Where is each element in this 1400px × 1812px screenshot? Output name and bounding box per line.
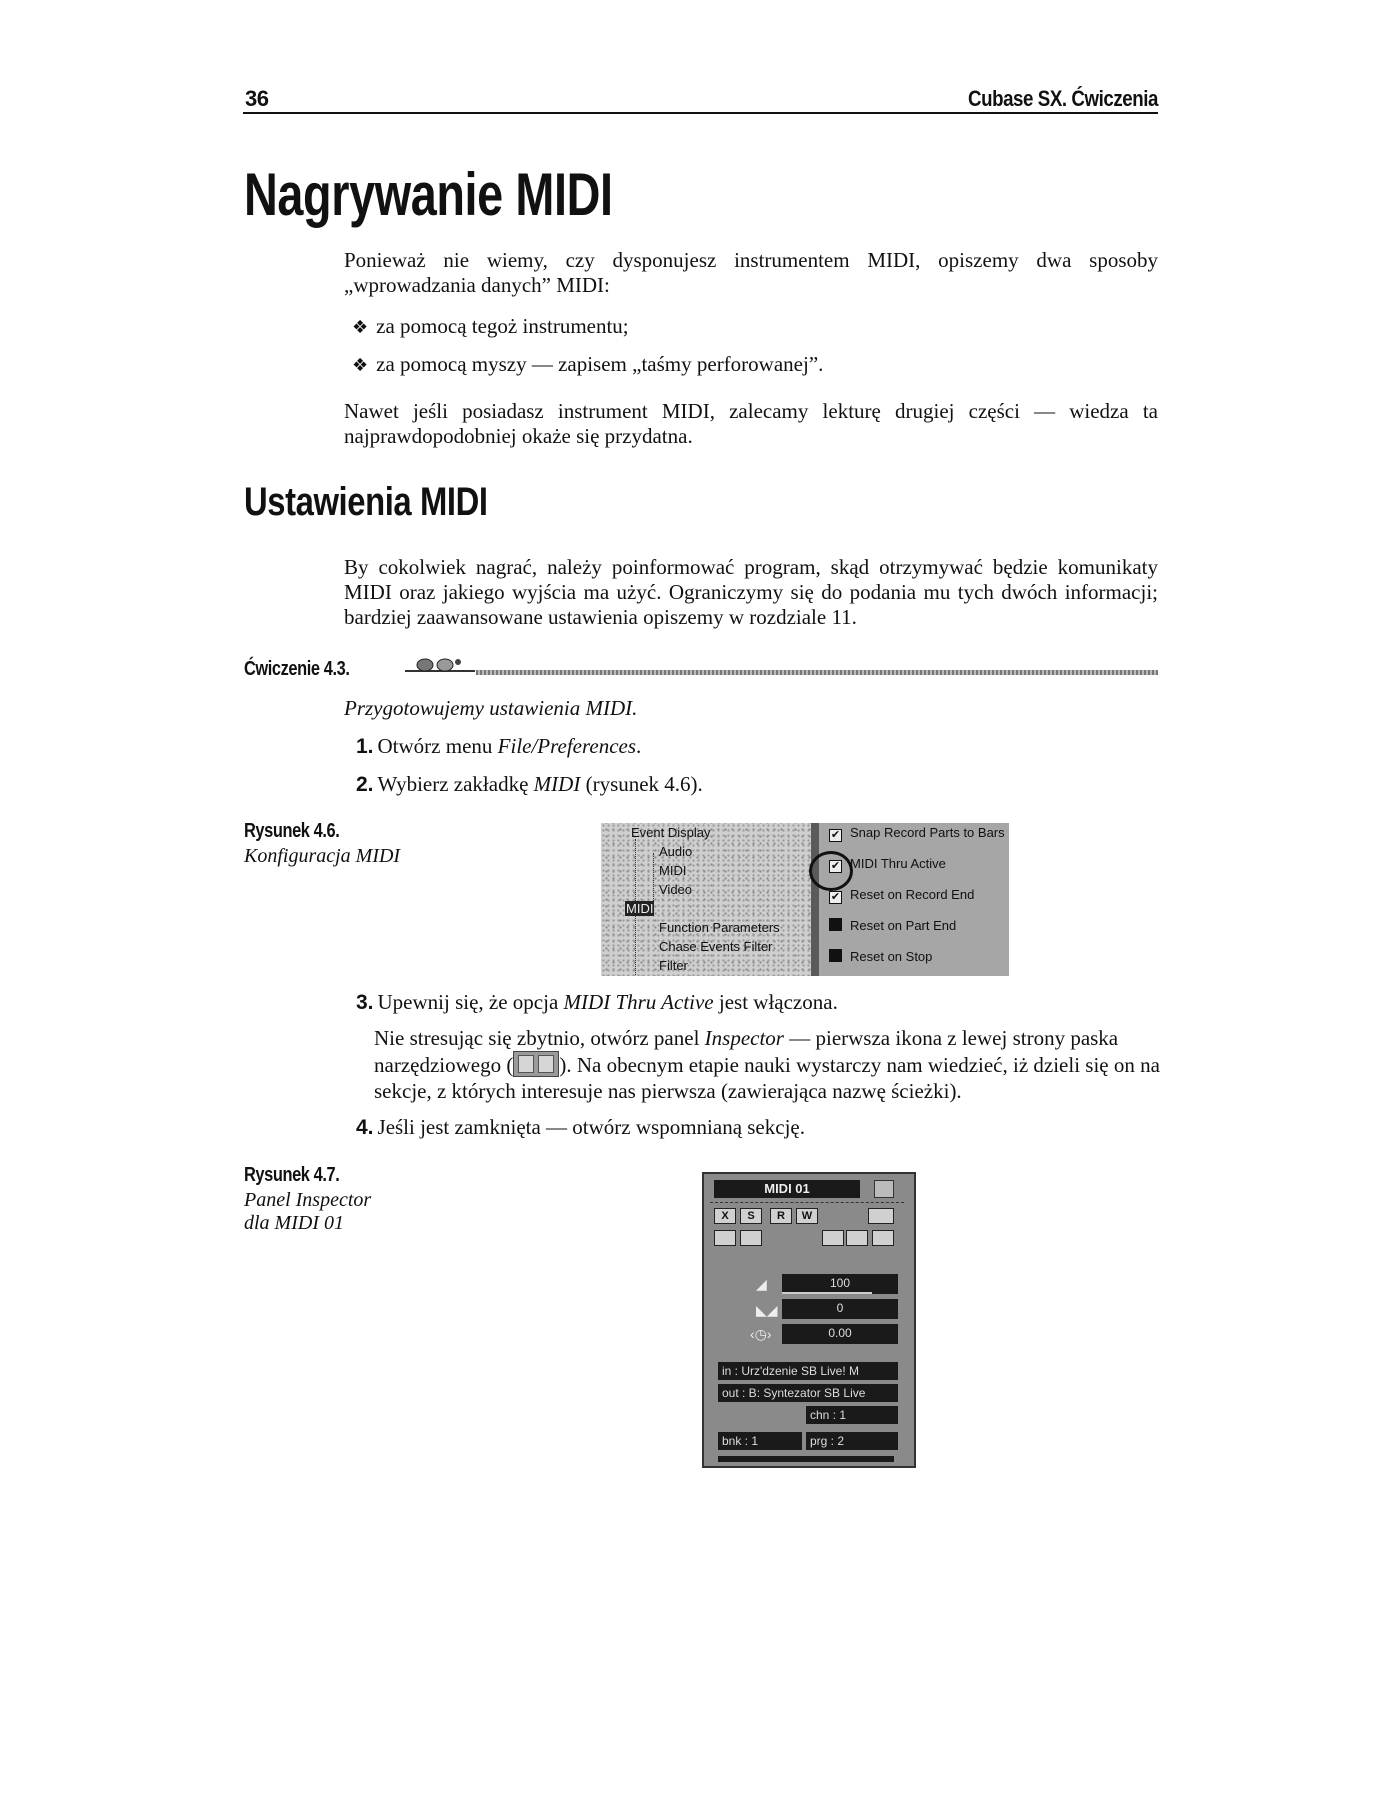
figure-46-label: Rysunek 4.6.: [244, 820, 340, 842]
timebase-button[interactable]: [822, 1230, 844, 1246]
section-title-settings: Ustawienia MIDI: [244, 480, 488, 524]
exercise-label: Ćwiczenie 4.3.: [244, 658, 350, 680]
lock-button[interactable]: [846, 1230, 868, 1246]
tree-item[interactable]: Video: [659, 882, 693, 897]
header-rule: [243, 112, 1158, 114]
tree-item[interactable]: MIDI: [659, 863, 687, 878]
checkbox[interactable]: ✔: [830, 829, 841, 841]
option-reset-part-end[interactable]: Reset on Part End: [829, 918, 956, 933]
track-name[interactable]: MIDI 01: [714, 1180, 860, 1198]
step-1: 1. Otwórz menu File/Preferences.: [356, 734, 642, 758]
monitor-button[interactable]: [740, 1230, 762, 1246]
midi-input-select[interactable]: in : Urz'dzenie SB Live! M: [718, 1362, 898, 1380]
volume-field[interactable]: 100: [782, 1274, 898, 1294]
highlight-circle: [809, 851, 853, 891]
exercise-rule: [476, 670, 1158, 675]
read-button[interactable]: R: [770, 1208, 792, 1224]
checkbox[interactable]: [829, 949, 842, 962]
midi-options-panel: [819, 823, 1009, 976]
figure-47-caption-line2: dla MIDI 01: [244, 1212, 344, 1234]
checkbox[interactable]: ✔: [830, 860, 841, 872]
preferences-tree: [601, 823, 811, 976]
checkbox[interactable]: ✔: [830, 891, 841, 903]
settings-paragraph: By cokolwiek nagrać, należy poinformować program, skąd otrzymywać będzie komunikaty MIDI oraz jakiego wyjścia ma użyć. Ograniczymy się do podania mu tych dwóch informacji; bardziej zaawansowane ustawienia opiszemy w rozdziale 11.: [344, 555, 1158, 629]
inspector-note: Nie stresując się zbytnio, otwórz panel Inspector — pierwsza ikona z lewej strony paska narzędziowego ( ). Na obecnym etapie nauki wystarczy nam wiedzieć, iż dzieli się on na sekcje, z których interesuje nas pierwsza (zawierająca nazwę ścieżki).: [374, 1026, 1160, 1103]
bank-select[interactable]: bnk : 1: [718, 1432, 802, 1450]
four-diamond-bullet-icon: ❖: [352, 317, 369, 338]
pan-field[interactable]: 0: [782, 1299, 898, 1319]
mute-button[interactable]: X: [714, 1208, 736, 1224]
solo-button[interactable]: S: [740, 1208, 762, 1224]
drum-map-button[interactable]: [872, 1230, 894, 1246]
volume-icon: ◢: [756, 1276, 767, 1292]
tree-item[interactable]: Function Parameters: [659, 920, 780, 935]
midi-output-select[interactable]: out : B: Syntezator SB Live: [718, 1384, 898, 1402]
four-diamond-bullet-icon: ❖: [352, 355, 369, 376]
book-title: Cubase SX. Ćwiczenia: [968, 86, 1159, 111]
tree-item-selected[interactable]: MIDI: [626, 901, 654, 916]
list-item: ❖ za pomocą myszy — zapisem „taśmy perforowanej”.: [352, 352, 824, 376]
midi-preferences-figure: [601, 823, 1009, 976]
edit-button[interactable]: [868, 1208, 894, 1224]
tree-item[interactable]: Chase Events Filter: [659, 939, 773, 954]
volume-slider[interactable]: [782, 1292, 872, 1294]
panel-divider: [811, 823, 819, 976]
figure-47-label: Rysunek 4.7.: [244, 1164, 340, 1186]
figure-47-caption-line1: Panel Inspector: [244, 1189, 372, 1211]
tree-item[interactable]: Audio: [659, 844, 693, 859]
figure-46-caption: Konfiguracja MIDI: [244, 845, 401, 867]
delay-field[interactable]: 0.00: [782, 1324, 898, 1344]
closing-paragraph: Nawet jeśli posiadasz instrument MIDI, zalecamy lekturę drugiej części — wiedza ta najprawdopodobniej okaże się przydatna.: [344, 399, 1158, 448]
tree-item[interactable]: Filter: [659, 958, 688, 973]
program-select[interactable]: prg : 2: [806, 1432, 898, 1450]
option-midi-thru[interactable]: ✔ MIDI Thru Active: [830, 856, 946, 872]
option-snap-record[interactable]: ✔ Snap Record Parts to Bars: [830, 825, 1005, 841]
write-button[interactable]: W: [796, 1208, 818, 1224]
collapse-icon[interactable]: [874, 1180, 894, 1198]
section-title-recording: Nagrywanie MIDI: [244, 161, 613, 228]
inspector-panel-figure: [702, 1172, 916, 1468]
option-reset-stop[interactable]: Reset on Stop: [829, 949, 932, 964]
checkbox[interactable]: [829, 918, 842, 931]
tree-item[interactable]: Event Display: [631, 825, 711, 840]
step-4: 4. Jeśli jest zamknięta — otwórz wspomnianą sekcję.: [356, 1115, 805, 1139]
exercise-goal: Przygotowujemy ustawienia MIDI.: [344, 696, 638, 720]
record-enable-button[interactable]: [714, 1230, 736, 1246]
delay-icon: ‹◷›: [750, 1326, 772, 1342]
option-reset-record-end[interactable]: ✔ Reset on Record End: [830, 887, 975, 903]
midi-channel-select[interactable]: chn : 1: [806, 1406, 898, 1424]
list-item: ❖ za pomocą tegoż instrumentu;: [352, 314, 629, 338]
step-2: 2. Wybierz zakładkę MIDI (rysunek 4.6).: [356, 772, 703, 796]
mouse-ornament-icon: [403, 654, 477, 676]
pan-icon: ◣◢: [756, 1302, 778, 1318]
intro-paragraph: Ponieważ nie wiemy, czy dysponujesz instrumentem MIDI, opiszemy dwa sposoby „wprowadzania danych” MIDI:: [344, 248, 1158, 297]
step-3: 3. Upewnij się, że opcja MIDI Thru Active jest włączona.: [356, 990, 838, 1014]
inspector-toolbar-icon: [513, 1051, 559, 1077]
page-number: 36: [245, 86, 269, 111]
